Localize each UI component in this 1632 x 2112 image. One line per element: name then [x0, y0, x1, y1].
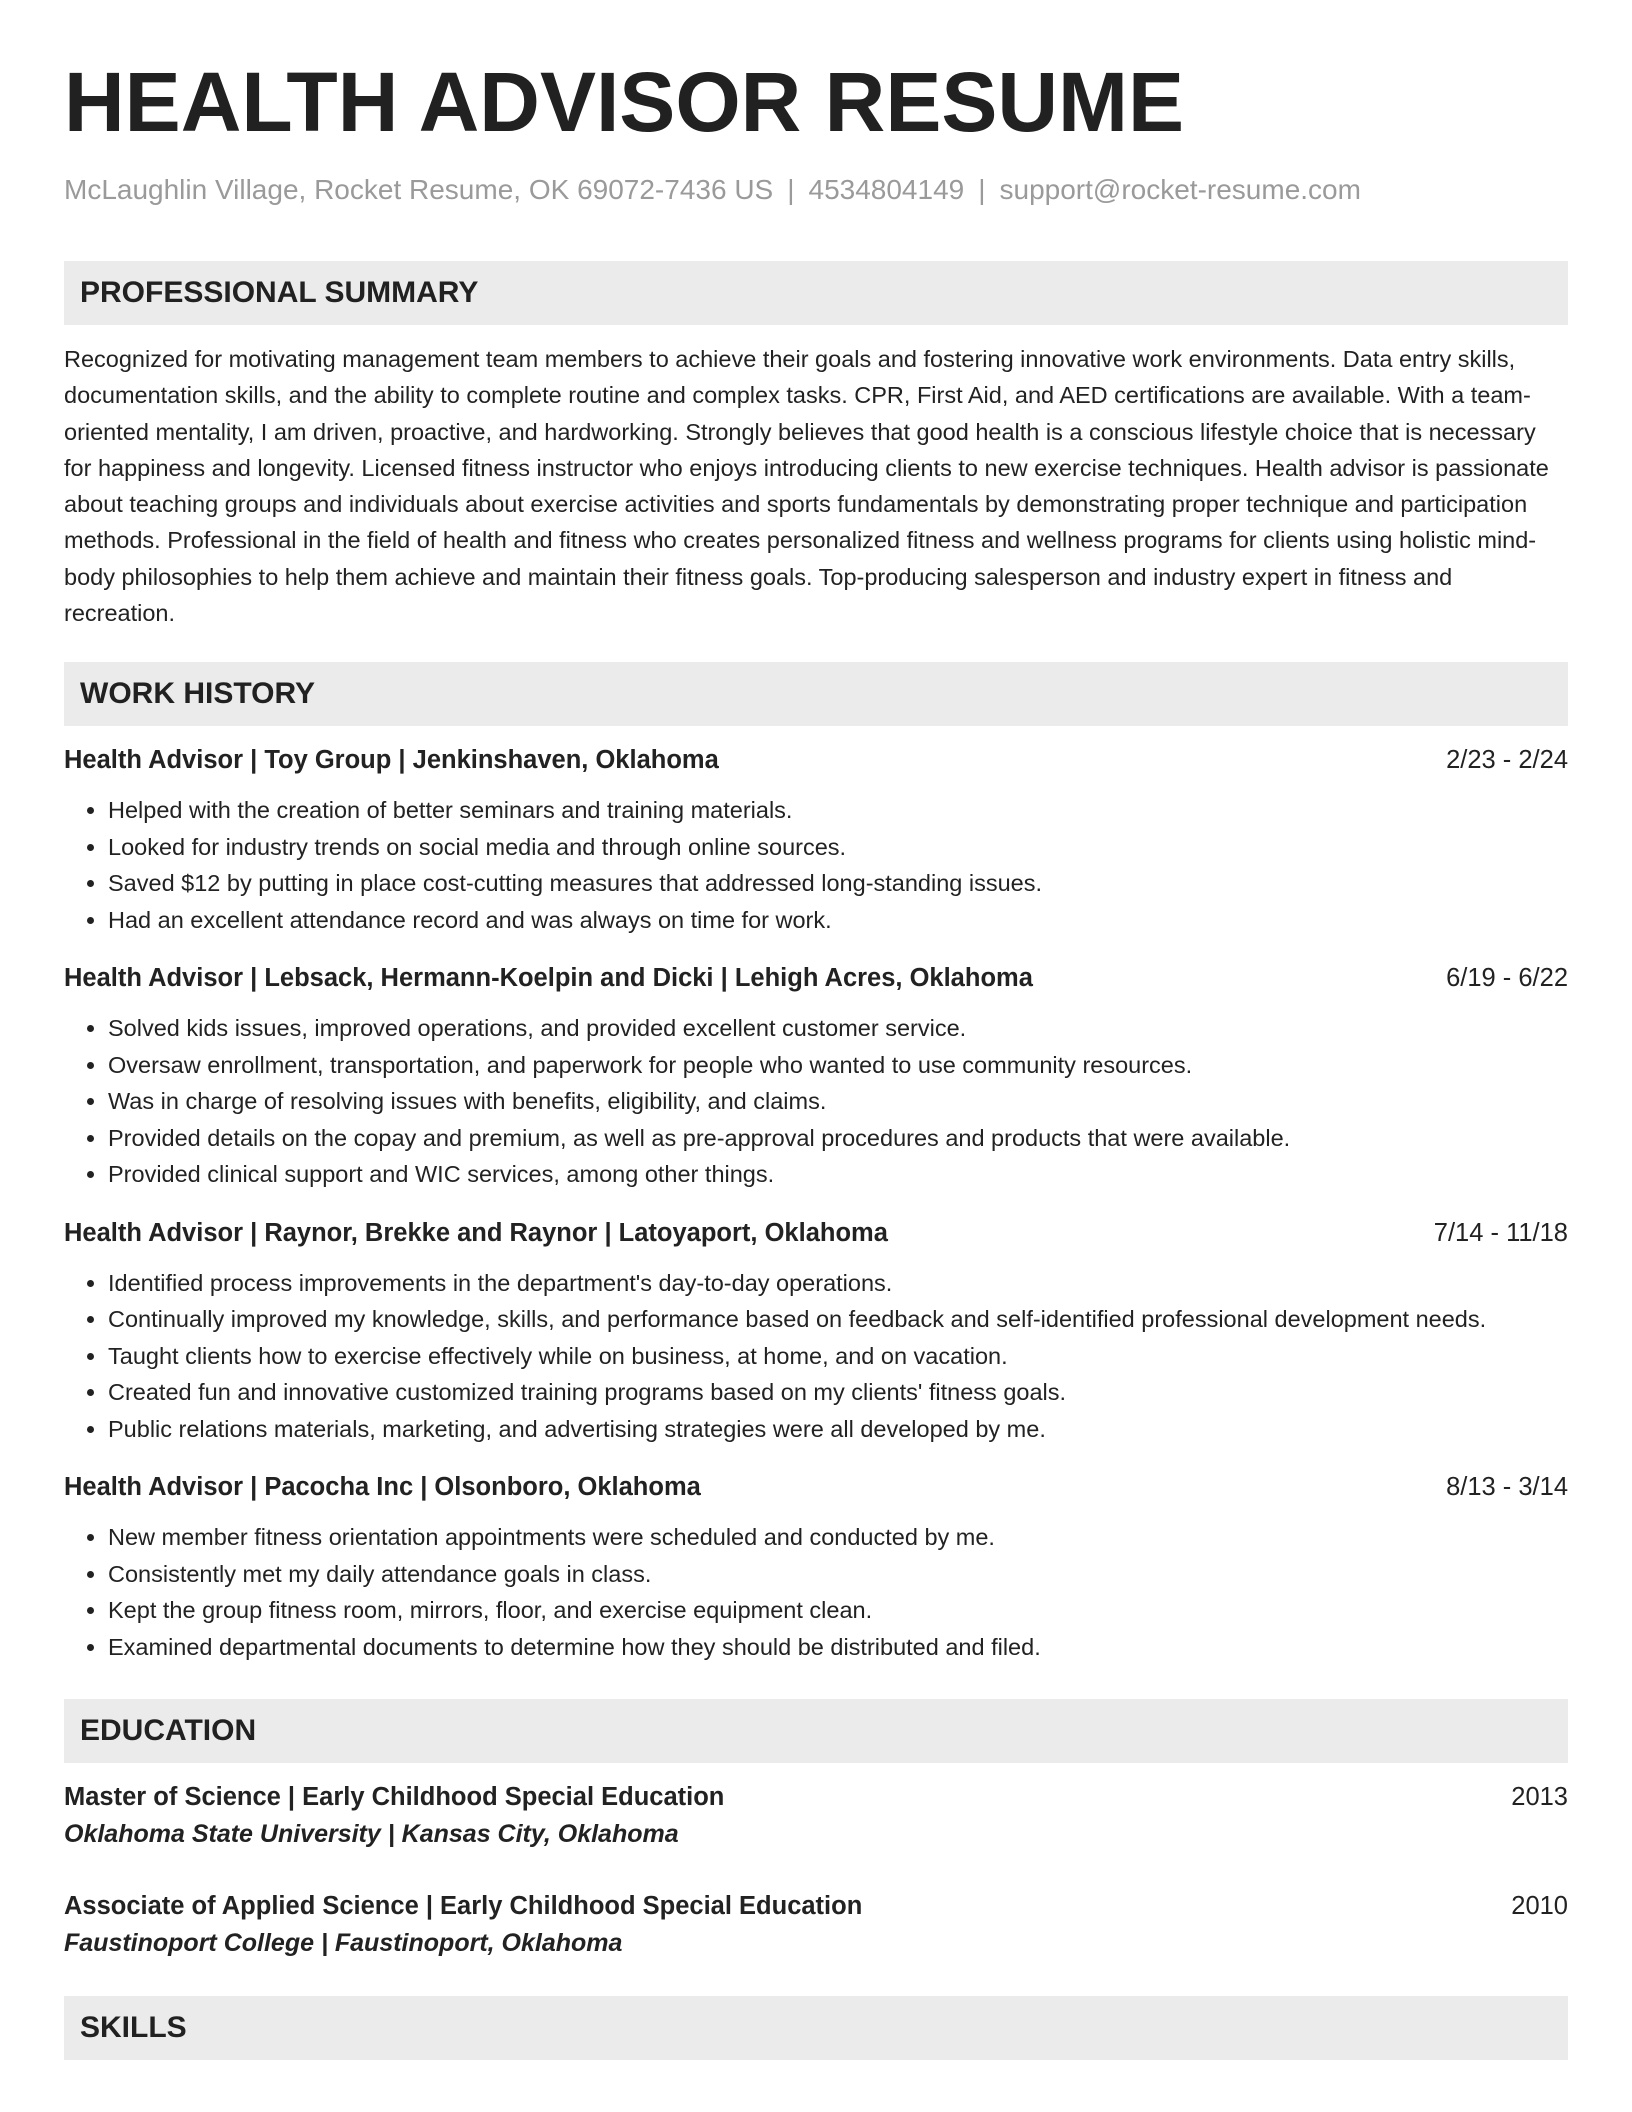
contact-separator: |	[787, 174, 795, 205]
job-bullet: • Created fun and innovative customized training programs based on my clients' fitness goals.	[108, 1374, 1568, 1411]
contact-email[interactable]: support@rocket-resume.com	[999, 174, 1361, 205]
job-header	[64, 960, 1568, 996]
contact-address: McLaughlin Village, Rocket Resume, OK 69072-7436 US	[64, 174, 774, 205]
education-entry	[64, 1888, 1568, 1962]
job-bullet: • Public relations materials, marketing, and advertising strategies were all developed by me.	[108, 1411, 1568, 1448]
job-entry	[64, 1215, 1568, 1448]
contact-line	[64, 170, 1568, 210]
job-bullet: • Was in charge of resolving issues with benefits, eligibility, and claims.	[108, 1083, 1568, 1120]
job-title: Health Advisor | Pacocha Inc | Olsonboro, Oklahoma	[64, 1473, 701, 1502]
job-bullets	[64, 1010, 1568, 1193]
job-header	[64, 1215, 1568, 1251]
job-entry	[64, 960, 1568, 1193]
job-title: Health Advisor | Raynor, Brekke and Raynor | Latoyaport, Oklahoma	[64, 1218, 888, 1247]
section-heading-summary: PROFESSIONAL SUMMARY	[64, 261, 1568, 325]
job-header	[64, 1469, 1568, 1505]
job-dates: 6/19 - 6/22	[1446, 964, 1568, 993]
education-header	[64, 1779, 1568, 1815]
job-bullets	[64, 1265, 1568, 1448]
job-bullet: • Solved kids issues, improved operations, and provided excellent customer service.	[108, 1010, 1568, 1047]
job-bullets	[64, 1519, 1568, 1665]
job-bullet: • Kept the group fitness room, mirrors, floor, and exercise equipment clean.	[108, 1592, 1568, 1629]
job-bullet: • Taught clients how to exercise effectively while on business, at home, and on vacation.	[108, 1338, 1568, 1375]
job-entry	[64, 742, 1568, 938]
job-bullet: • Had an excellent attendance record and was always on time for work.	[108, 902, 1568, 939]
education-degree: Associate of Applied Science | Early Childhood Special Education	[64, 1892, 863, 1921]
education-entry	[64, 1779, 1568, 1853]
contact-phone[interactable]: 4534804149	[808, 174, 965, 205]
job-bullet: • New member fitness orientation appointments were scheduled and conducted by me.	[108, 1519, 1568, 1556]
education-header	[64, 1888, 1568, 1924]
job-bullet: • Examined departmental documents to determine how they should be distributed and filed.	[108, 1629, 1568, 1666]
job-bullets	[64, 792, 1568, 938]
job-dates: 7/14 - 11/18	[1433, 1218, 1568, 1247]
education-year: 2013	[1511, 1783, 1568, 1812]
job-bullet: • Saved $12 by putting in place cost-cutting measures that addressed long-standing issues.	[108, 865, 1568, 902]
job-bullet: • Provided clinical support and WIC services, among other things.	[108, 1156, 1568, 1193]
job-title: Health Advisor | Toy Group | Jenkinshaven, Oklahoma	[64, 746, 719, 775]
section-heading-education: EDUCATION	[64, 1699, 1568, 1763]
job-bullet: • Consistently met my daily attendance goals in class.	[108, 1556, 1568, 1593]
summary-text: Recognized for motivating management team members to achieve their goals and fostering innovative work environments. Data entry skills, documentation skills, and the ability to complete routine and complex tasks. CPR, First Aid, and AED certifications are available. With a team-oriented mentality, I am driven, proactive, and hardworking. Strongly believes that good health is a conscious lifestyle choice that is necessary for happiness and longevity. Licensed fitness instructor who enjoys introducing clients to new exercise techniques. Health advisor is passionate about teaching groups and individuals about exercise activities and sports fundamentals by demonstrating proper technique and participation methods. Professional in the field of health and fitness who creates personalized fitness and wellness programs for clients using holistic mind-body philosophies to help them achieve and maintain their fitness goals. Top-producing salesperson and industry expert in fitness and recreation.	[64, 346, 1549, 627]
job-bullet: • Provided details on the copay and premium, as well as pre-approval procedures and products that were available.	[108, 1120, 1568, 1157]
education-school: Faustinoport College | Faustinoport, Oklahoma	[64, 1929, 623, 1958]
resume-title: HEALTH ADVISOR RESUME	[64, 55, 1185, 149]
education-school: Oklahoma State University | Kansas City, Oklahoma	[64, 1820, 679, 1849]
job-bullet: • Identified process improvements in the department's day-to-day operations.	[108, 1265, 1568, 1302]
section-heading-work-history: WORK HISTORY	[64, 662, 1568, 726]
job-dates: 8/13 - 3/14	[1446, 1473, 1568, 1502]
job-entry	[64, 1469, 1568, 1665]
education-year: 2010	[1511, 1892, 1568, 1921]
job-title: Health Advisor | Lebsack, Hermann-Koelpin and Dicki | Lehigh Acres, Oklahoma	[64, 964, 1033, 993]
job-bullet: • Oversaw enrollment, transportation, and paperwork for people who wanted to use community resources.	[108, 1047, 1568, 1084]
section-heading-skills: SKILLS	[64, 1996, 1568, 2060]
education-degree: Master of Science | Early Childhood Special Education	[64, 1783, 725, 1812]
job-bullet: • Continually improved my knowledge, skills, and performance based on feedback and self-identified professional development needs.	[108, 1301, 1568, 1338]
job-dates: 2/23 - 2/24	[1446, 746, 1568, 775]
job-bullet: • Helped with the creation of better seminars and training materials.	[108, 792, 1568, 829]
job-bullet: • Looked for industry trends on social media and through online sources.	[108, 829, 1568, 866]
contact-separator: |	[978, 174, 986, 205]
job-header	[64, 742, 1568, 778]
